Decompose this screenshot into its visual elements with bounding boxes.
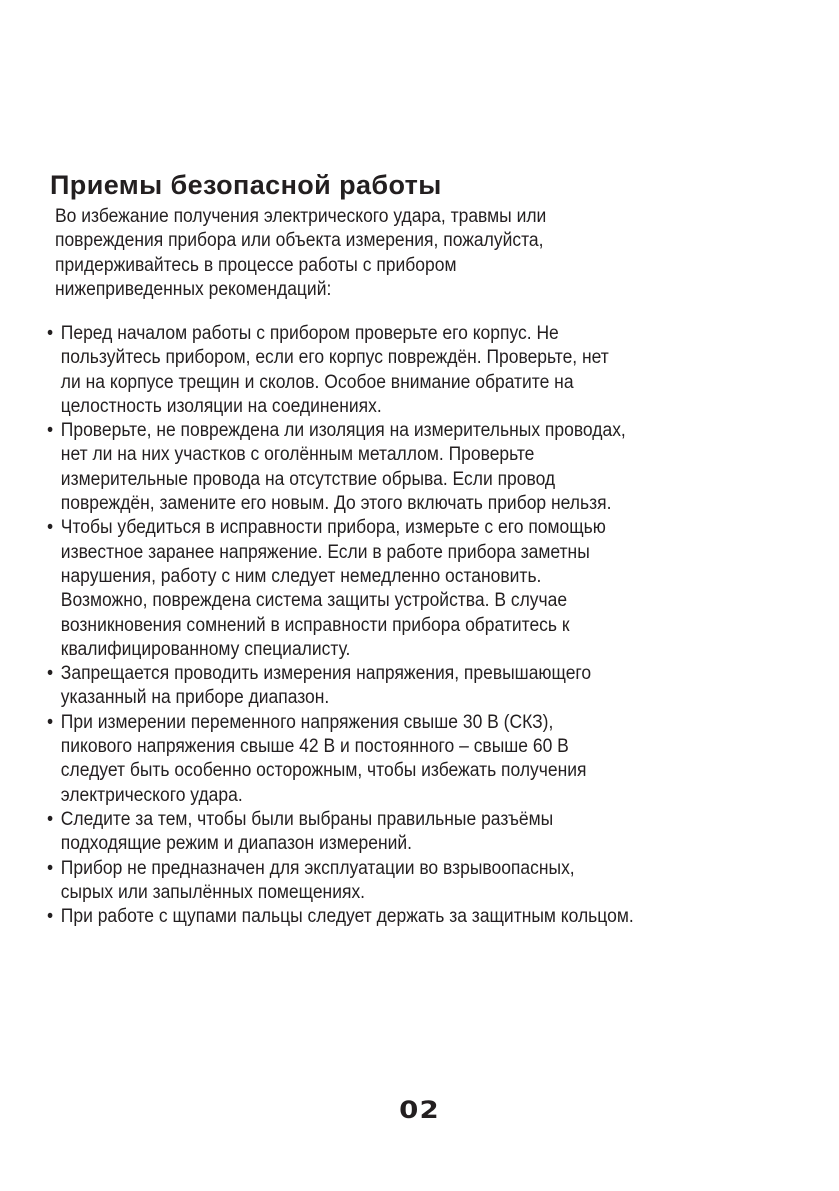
section-title: Приемы безопасной работы [50, 170, 442, 200]
list-item: • При измерении переменного напряжения свыше 30 В (СКЗ), пикового напряжения свыше 42 В и постоянного – свыше 60 В следует быть особенно осторожным, чтобы избежать получения электрического удара. [47, 711, 783, 808]
list-item: • Запрещается проводить измерения напряжения, превышающего указанный на приборе диапазон. [47, 662, 783, 711]
safety-rules-list [47, 322, 783, 929]
list-item: • Следите за тем, чтобы были выбраны правильные разъёмы подходящие режим и диапазон измерений. [47, 808, 783, 857]
intro-paragraph: Во избежание получения электрического удара, травмы или повреждения прибора или объекта измерения, пожалуйста, придерживайтесь в процессе работы с прибором нижеприведенных рекомендаций: [55, 206, 547, 300]
list-item: • Проверьте, не повреждена ли изоляция на измерительных проводах, нет ли на них участков с оголённым металлом. Проверьте измерительные провода на отсутствие обрыва. Если провод повреждён, замените его новым. До этого включать прибор нельзя. [47, 419, 783, 516]
page-number: 02 [399, 1096, 440, 1124]
list-item: • Чтобы убедиться в исправности прибора, измерьте с его помощью известное заранее напряжение. Если в работе прибора заметны нарушения, работу с ним следует немедленно остановить. Возможно, повреждена система защиты устройства. В случае возникновения сомнений в исправности прибора обратитесь к квалифицированному специалисту. [47, 516, 783, 662]
list-item: • При работе с щупами пальцы следует держать за защитным кольцом. [47, 905, 783, 929]
list-item: • Перед началом работы с прибором проверьте его корпус. Не пользуйтесь прибором, если его корпус повреждён. Проверьте, нет ли на корпусе трещин и сколов. Особое внимание обратите на целостность изоляции на соединениях. [47, 322, 783, 419]
list-item: • Прибор не предназначен для эксплуатации во взрывоопасных, сырых или запылённых помещениях. [47, 857, 783, 906]
